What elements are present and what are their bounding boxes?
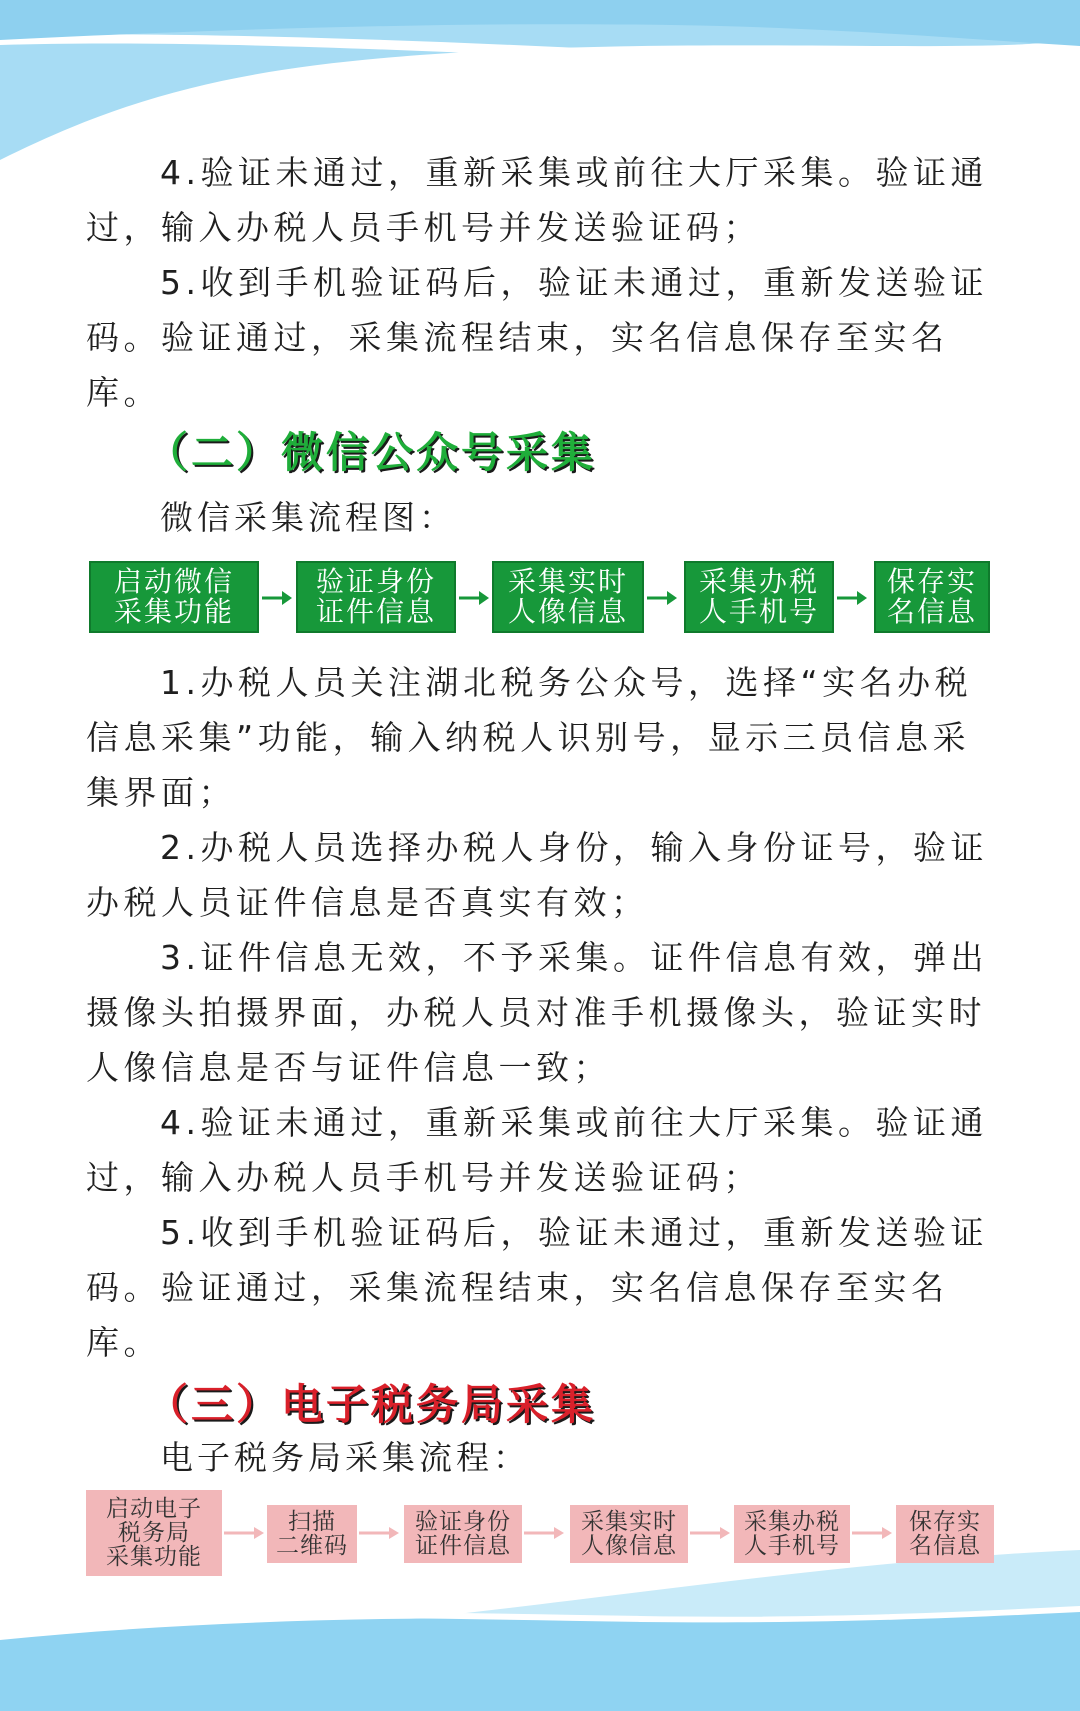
flow-step-verify-id: 验证身份 证件信息 <box>296 561 456 633</box>
etax-step-phone: 采集办税 人手机号 <box>734 1505 850 1563</box>
step-1-text: 1.办税人员关注湖北税务公众号，选择“实名办税信息采集”功能，输入纳税人识别号，显示三员信息采集界面； <box>86 663 973 812</box>
arrow-right-icon <box>224 1525 266 1541</box>
etax-step-capture-face: 采集实时 人像信息 <box>570 1505 688 1563</box>
arrow-right-icon <box>359 1525 401 1541</box>
flow-step-save: 保存实 名信息 <box>874 561 990 633</box>
etax-step-verify-id: 验证身份 证件信息 <box>404 1505 522 1563</box>
arrow-right-icon <box>524 1525 566 1541</box>
etax-step-start: 启动电子 税务局 采集功能 <box>86 1490 222 1576</box>
step-5-text-top: 5.收到手机验证码后，验证未通过，重新发送验证码。验证通过，采集流程结束，实名信息保存至实名库。 <box>86 263 988 412</box>
step-4-text: 4.验证未通过，重新采集或前往大厅采集。验证通过，输入办税人员手机号并发送验证码； <box>86 1103 988 1197</box>
arrow-right-icon <box>852 1525 894 1541</box>
flow-step-capture-face: 采集实时 人像信息 <box>492 561 644 633</box>
arrow-right-icon <box>647 589 679 607</box>
wechat-flow-subtitle: 微信采集流程图： <box>160 498 456 537</box>
etax-step-save: 保存实 名信息 <box>896 1505 994 1563</box>
step-3-text: 3.证件信息无效，不予采集。证件信息有效，弹出摄像头拍摄界面，办税人员对准手机摄像头，验证实时人像信息是否与证件信息一致； <box>86 938 988 1087</box>
etax-step-scan-qr: 扫描 二维码 <box>267 1505 357 1563</box>
step-5-text: 5.收到手机验证码后，验证未通过，重新发送验证码。验证通过，采集流程结束，实名信息保存至实名库。 <box>86 1213 988 1362</box>
step-2-text: 2.办税人员选择办税人身份，输入身份证号，验证办税人员证件信息是否真实有效； <box>86 828 988 922</box>
arrow-right-icon <box>690 1525 732 1541</box>
etax-flow-subtitle: 电子税务局采集流程： <box>160 1438 530 1477</box>
arrow-right-icon <box>459 589 491 607</box>
wechat-section-title: （二）微信公众号采集 <box>146 428 597 477</box>
step-4-text-top: 4.验证未通过，重新采集或前往大厅采集。验证通过，输入办税人员手机号并发送验证码； <box>86 153 988 247</box>
arrow-right-icon <box>837 589 869 607</box>
etax-section-title: （三）电子税务局采集 <box>146 1380 597 1429</box>
flow-step-start-wechat: 启动微信 采集功能 <box>89 561 259 633</box>
flow-step-phone: 采集办税 人手机号 <box>684 561 834 633</box>
arrow-right-icon <box>262 589 294 607</box>
